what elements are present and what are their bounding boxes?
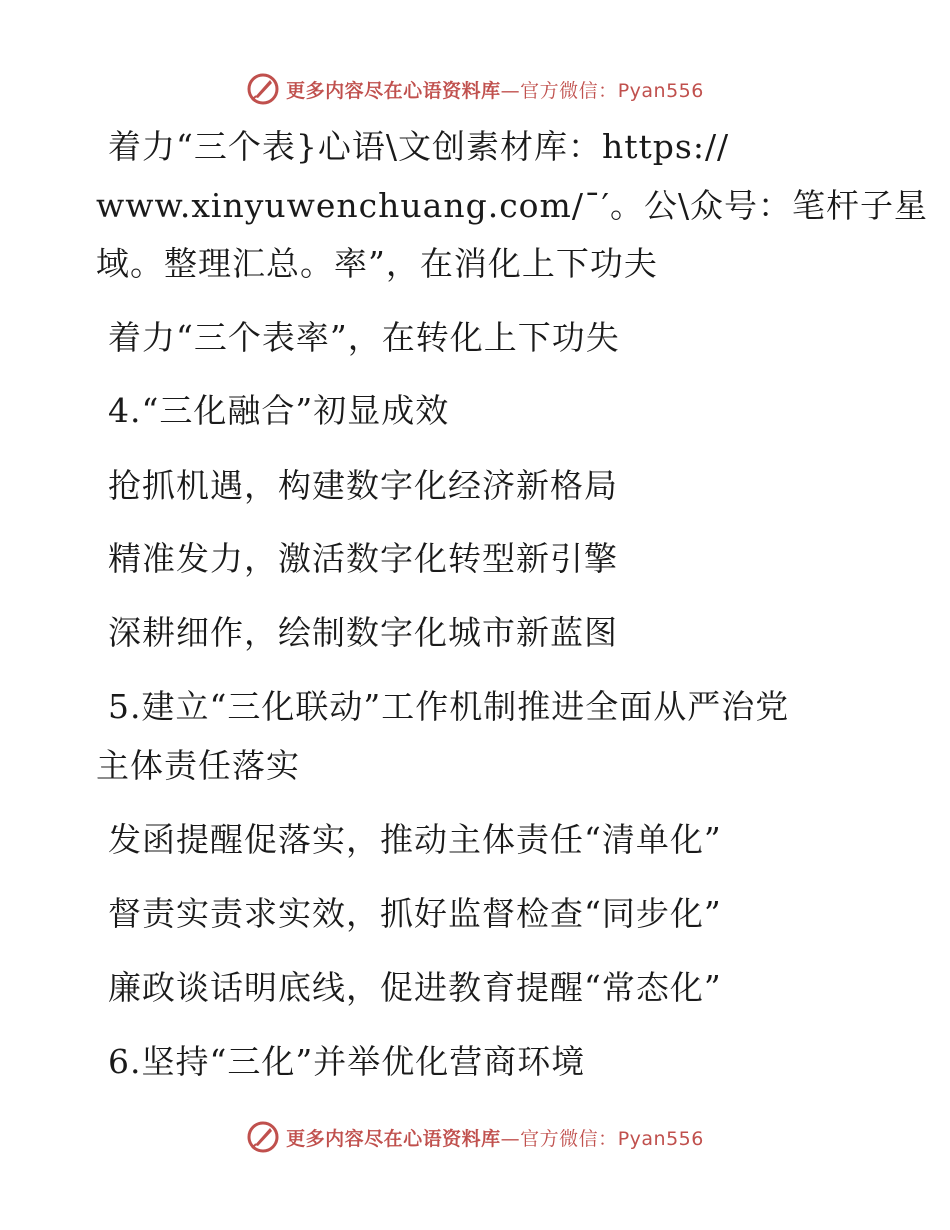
section-heading: 4.“三化融合”初显成效 bbox=[108, 391, 450, 430]
banner-wechat-label: 官方微信： bbox=[520, 79, 618, 102]
banner-wechat-id: Pyan556 bbox=[617, 79, 704, 102]
banner-site-name: 更多内容尽在心语资料库 bbox=[286, 79, 501, 102]
banner-text bbox=[286, 1124, 704, 1151]
footer-banner bbox=[0, 1120, 950, 1154]
text-line: 着力“三个表}心语\文创素材库：https:// bbox=[108, 127, 730, 166]
text-line: 着力“三个表率”，在转化上下功失 bbox=[108, 318, 620, 357]
text-line: 精准发力，激活数字化转型新引擎 bbox=[108, 539, 618, 578]
banner-wechat-id: Pyan556 bbox=[617, 1127, 704, 1150]
text-line: 督责实责求实效，抓好监督检查“同步化” bbox=[108, 894, 722, 933]
quill-logo-icon bbox=[246, 1120, 280, 1154]
section-heading-continued: 主体责任落实 bbox=[96, 746, 300, 785]
text-line: www.xinyuwenchuang.com/¯′。公\众号：笔杆子星 bbox=[96, 186, 929, 225]
text-line: 抢抓机遇，构建数字化经济新格局 bbox=[108, 466, 618, 505]
banner-separator: — bbox=[500, 79, 521, 102]
banner-separator: — bbox=[500, 1127, 521, 1150]
banner-site-name: 更多内容尽在心语资料库 bbox=[286, 1127, 501, 1150]
banner-text bbox=[286, 76, 704, 103]
header-banner bbox=[0, 72, 950, 106]
text-line: 廉政谈话明底线，促进教育提醒“常态化” bbox=[108, 968, 722, 1007]
quill-logo-icon bbox=[246, 72, 280, 106]
text-line: 发函提醒促落实，推动主体责任“清单化” bbox=[108, 820, 722, 859]
section-heading: 6.坚持“三化”并举优化营商环境 bbox=[108, 1042, 586, 1081]
banner-wechat-label: 官方微信： bbox=[520, 1127, 618, 1150]
section-heading: 5.建立“三化联动”工作机制推进全面从严治党 bbox=[108, 687, 790, 726]
text-line: 域。整理汇总。率”，在消化上下功夫 bbox=[96, 244, 658, 283]
text-line: 深耕细作，绘制数字化城市新蓝图 bbox=[108, 613, 618, 652]
